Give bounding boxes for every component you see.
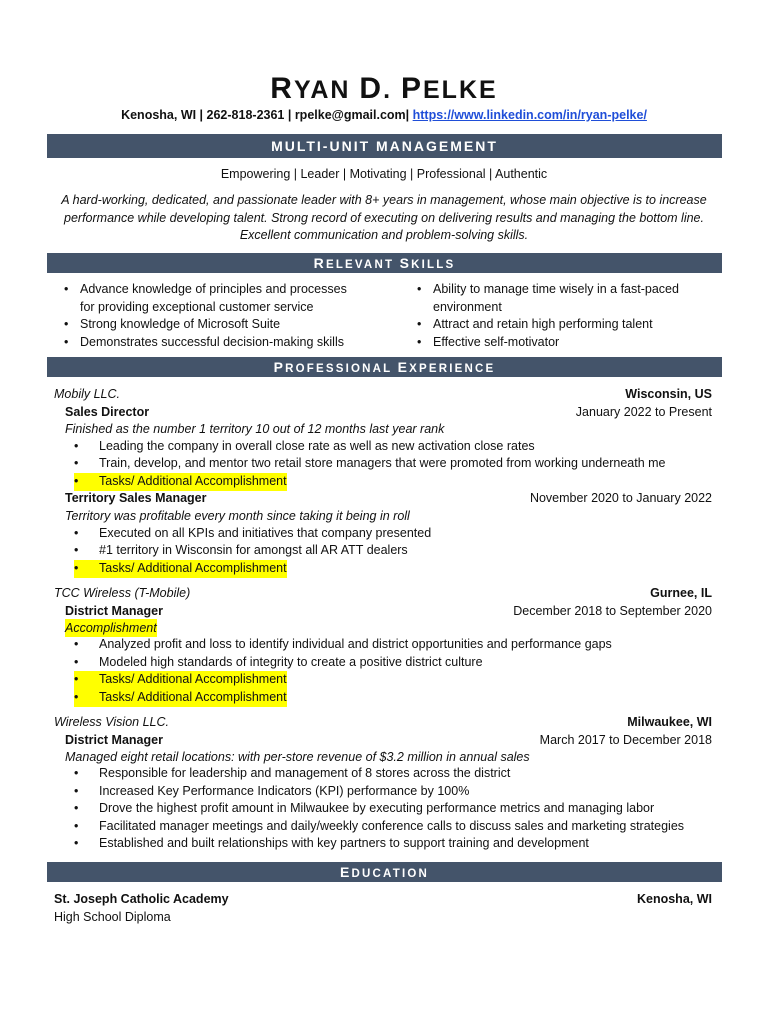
list-item: • Tasks/ Additional Accomplishment (74, 689, 287, 707)
list-item: • Advance knowledge of principles and processes for providing exceptional customer service (62, 281, 362, 316)
list-item: • Executed on all KPIs and initiatives that company presented (74, 526, 432, 540)
role-dates: December 2018 to September 2020 (513, 604, 712, 618)
role-header (0, 731, 768, 749)
list-item: • Tasks/ Additional Accomplishment (74, 473, 287, 491)
list-item: • Tasks/ Additional Accomplishment (74, 560, 287, 578)
list-item: • Demonstrates successful decision-making skills (62, 334, 362, 352)
role-summary: Accomplishment (65, 621, 157, 635)
list-item: • #1 territory in Wisconsin for amongst all AR ATT dealers (74, 543, 408, 557)
title-banner: MULTI-UNIT MANAGEMENT (47, 134, 722, 158)
list-item: • Effective self-motivator (415, 334, 705, 352)
skills-heading: RELEVANT SKILLS (47, 253, 722, 273)
school-location: Kenosha, WI (636, 892, 712, 906)
candidate-name: RYAN D. PELKE (270, 72, 498, 105)
contact-line (0, 108, 768, 122)
job-header (0, 584, 768, 602)
job-header (0, 385, 768, 403)
role-title: District Manager (65, 733, 163, 747)
skills-right-list (415, 281, 705, 351)
role-header (0, 403, 768, 421)
role-dates: January 2022 to Present (575, 405, 712, 419)
role-summary: Managed eight retail locations: with per-store revenue of $3.2 million in annual sales (65, 750, 530, 764)
contact-text: Kenosha, WI | 262-818-2361 | rpelke@gmail.com| (121, 108, 413, 122)
list-item: • Strong knowledge of Microsoft Suite (62, 316, 362, 334)
role-header (0, 602, 768, 620)
list-item: • Tasks/ Additional Accomplishment (74, 671, 287, 689)
role-title: Sales Director (65, 405, 150, 419)
job-location: Milwaukee, WI (627, 715, 712, 729)
role-summary: Territory was profitable every month since taking it being in roll (65, 509, 410, 523)
role-summary: Finished as the number 1 territory 10 out of 12 months last year rank (65, 422, 445, 436)
list-item: • Analyzed profit and loss to identify individual and district opportunities and performance gaps (74, 637, 612, 651)
role-dates: March 2017 to December 2018 (539, 733, 712, 747)
education-header (0, 890, 768, 908)
job-location: Wisconsin, US (625, 387, 712, 401)
job-location: Gurnee, IL (650, 586, 712, 600)
role-header (0, 489, 768, 507)
list-item: • Ability to manage time wisely in a fast-paced environment (415, 281, 705, 316)
list-item: • Leading the company in overall close rate as well as new activation close rates (74, 439, 535, 453)
list-item: • Established and built relationships with key partners to support training and development (74, 836, 589, 850)
list-item: • Increased Key Performance Indicators (KPI) performance by 100% (74, 784, 470, 798)
linkedin-link[interactable]: https://www.linkedin.com/in/ryan-pelke/ (412, 108, 647, 122)
skills-left-list (62, 281, 362, 351)
degree-line (0, 908, 768, 926)
list-item: • Drove the highest profit amount in Milwaukee by executing performance metrics and managing labor (74, 801, 655, 815)
company-name: Mobily LLC. (54, 387, 120, 401)
list-item: • Attract and retain high performing talent (415, 316, 705, 334)
company-name: Wireless Vision LLC. (54, 715, 169, 729)
list-item: • Train, develop, and mentor two retail store managers that were promoted from working underneath me (74, 456, 666, 470)
traits-line: Empowering | Leader | Motivating | Professional | Authentic (220, 167, 548, 181)
company-name: TCC Wireless (T-Mobile) (54, 586, 191, 600)
role-dates: November 2020 to January 2022 (529, 491, 712, 505)
list-item: • Modeled high standards of integrity to create a positive district culture (74, 655, 483, 669)
job-header (0, 713, 768, 731)
role-title: Territory Sales Manager (65, 491, 207, 505)
role-title: District Manager (65, 604, 163, 618)
summary-paragraph: A hard-working, dedicated, and passionate leader with 8+ years in management, whose main objective is to increase performance while developing talent. Strong record of executing on delivering results and managing the bottom line. Excellent communication and problem-solving skills. (61, 193, 707, 242)
school-name: St. Joseph Catholic Academy (54, 892, 229, 906)
list-item: • Responsible for leadership and management of 8 stores across the district (74, 766, 511, 780)
experience-heading: PROFESSIONAL EXPERIENCE (47, 357, 722, 377)
education-heading: EDUCATION (47, 862, 722, 882)
list-item: • Facilitated manager meetings and daily/weekly conference calls to discuss sales and marketing strategies (74, 819, 685, 833)
degree: High School Diploma (54, 910, 171, 924)
